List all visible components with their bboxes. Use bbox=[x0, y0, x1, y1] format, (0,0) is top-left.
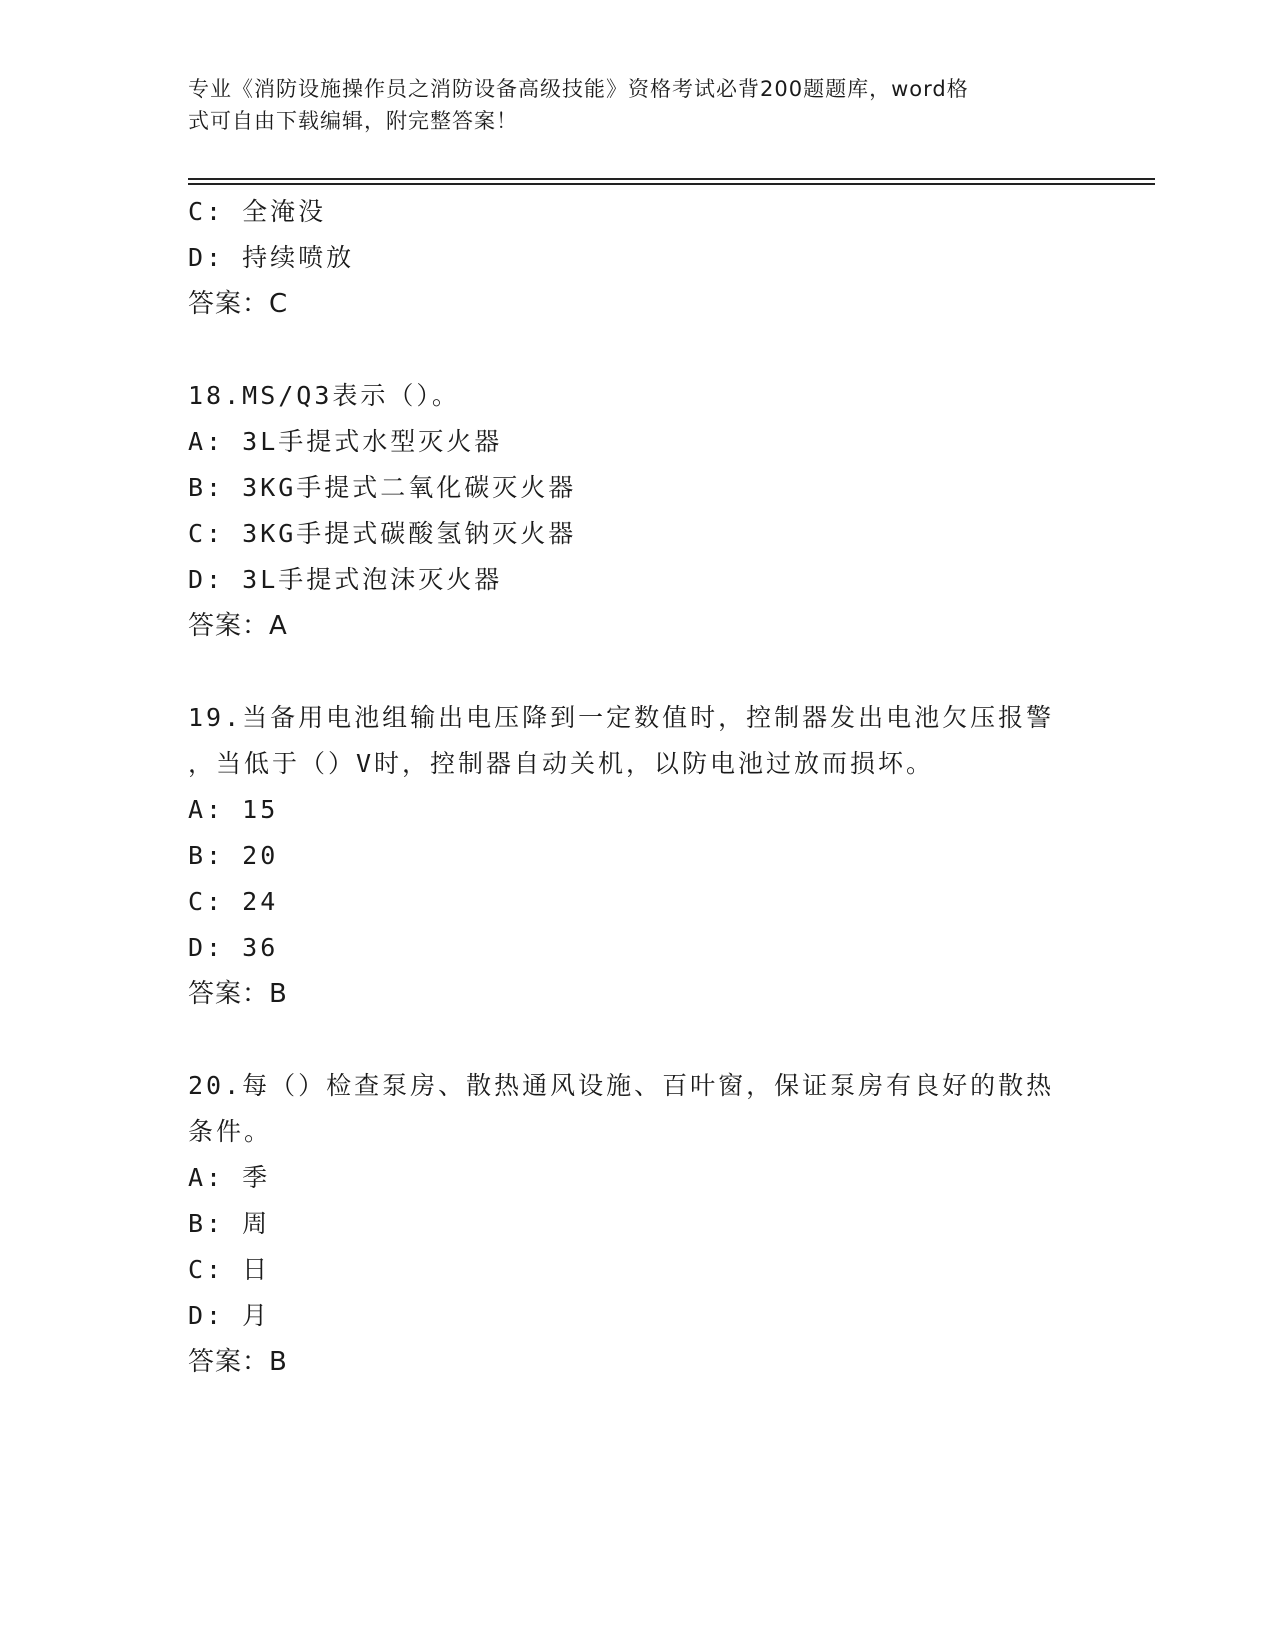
option-d: D: 3L手提式泡沫灭火器 bbox=[188, 565, 503, 594]
option-a: A: 3L手提式水型灭火器 bbox=[188, 427, 503, 456]
option-d: D: 持续喷放 bbox=[188, 243, 355, 272]
answer-line: 答案：B bbox=[188, 979, 288, 1009]
question-block-17-continuation bbox=[188, 189, 1088, 327]
header-divider-bottom bbox=[188, 183, 1155, 185]
question-stem-line-1: 19.当备用电池组输出电压降到一定数值时，控制器发出电池欠压报警 bbox=[188, 703, 1055, 732]
answer-line: 答案：B bbox=[188, 1347, 288, 1377]
option-c: C: 24 bbox=[188, 887, 279, 916]
header-divider-top bbox=[188, 178, 1155, 180]
option-b: B: 周 bbox=[188, 1209, 271, 1238]
header-line-1: 专业《消防设施操作员之消防设备高级技能》资格考试必背200题题库，word格 bbox=[188, 77, 969, 101]
question-stem: 18.MS/Q3表示（）。 bbox=[188, 381, 460, 410]
spacer bbox=[188, 649, 1088, 695]
document-header bbox=[188, 73, 1088, 137]
option-b: B: 3KG手提式二氧化碳灭火器 bbox=[188, 473, 577, 502]
option-d: D: 月 bbox=[188, 1301, 271, 1330]
option-c: C: 全淹没 bbox=[188, 197, 327, 226]
question-stem-line-2: 条件。 bbox=[188, 1117, 273, 1146]
option-d: D: 36 bbox=[188, 933, 279, 962]
option-a: A: 15 bbox=[188, 795, 279, 824]
option-b: B: 20 bbox=[188, 841, 279, 870]
question-list bbox=[188, 189, 1088, 1385]
question-block-20 bbox=[188, 1063, 1088, 1385]
spacer bbox=[188, 1017, 1088, 1063]
option-a: A: 季 bbox=[188, 1163, 271, 1192]
question-stem-line-2: ，当低于（）V时，控制器自动关机，以防电池过放而损坏。 bbox=[188, 749, 935, 778]
option-c: C: 3KG手提式碳酸氢钠灭火器 bbox=[188, 519, 577, 548]
answer-line: 答案：C bbox=[188, 289, 289, 319]
question-block-19 bbox=[188, 695, 1088, 1017]
header-line-2: 式可自由下载编辑，附完整答案！ bbox=[188, 109, 518, 133]
question-block-18 bbox=[188, 373, 1088, 649]
spacer bbox=[188, 327, 1088, 373]
option-c: C: 日 bbox=[188, 1255, 271, 1284]
question-stem-line-1: 20.每（）检查泵房、散热通风设施、百叶窗，保证泵房有良好的散热 bbox=[188, 1071, 1055, 1100]
answer-line: 答案：A bbox=[188, 611, 288, 641]
